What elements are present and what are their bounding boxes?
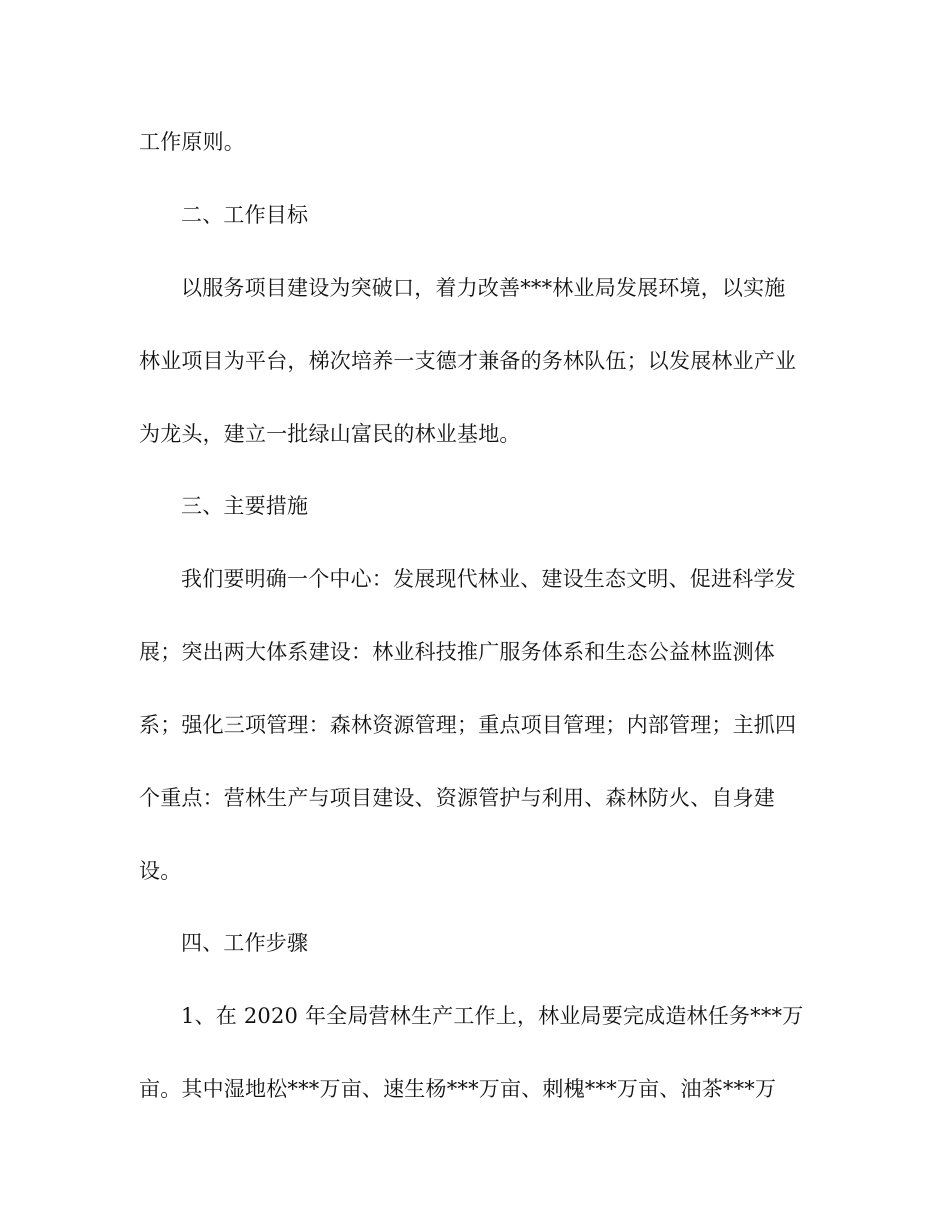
section-heading-steps: 四、工作步骤 [181, 931, 309, 955]
paragraph-line: 林业项目为平台，梯次培养一支德才兼备的务林队伍；以发展林业产业 [139, 349, 797, 373]
paragraph-line: 我们要明确一个中心：发展现代林业、建设生态文明、促进科学发 [181, 567, 796, 591]
paragraph-line: 工作原则。 [139, 130, 245, 154]
paragraph-line: 个重点：营林生产与项目建设、资源管护与利用、森林防火、自身建 [139, 786, 775, 810]
paragraph-line: 1、在 2020 年全局营林生产工作上，林业局要完成造林任务***万 [181, 1004, 804, 1028]
paragraph-line: 亩。其中湿地松***万亩、速生杨***万亩、刺槐***万亩、油茶***万 [139, 1077, 777, 1101]
paragraph-line: 以服务项目建设为突破口，着力改善***林业局发展环境，以实施 [181, 276, 786, 300]
paragraph-line: 为龙头，建立一批绿山富民的林业基地。 [139, 422, 521, 446]
paragraph-line: 设。 [139, 859, 182, 883]
section-heading-measures: 三、主要措施 [181, 494, 309, 518]
section-heading-goals: 二、工作目标 [181, 203, 309, 227]
paragraph-line: 系；强化三项管理：森林资源管理；重点项目管理；内部管理；主抓四 [139, 713, 797, 737]
paragraph-line: 展；突出两大体系建设：林业科技推广服务体系和生态公益林监测体 [139, 640, 775, 664]
